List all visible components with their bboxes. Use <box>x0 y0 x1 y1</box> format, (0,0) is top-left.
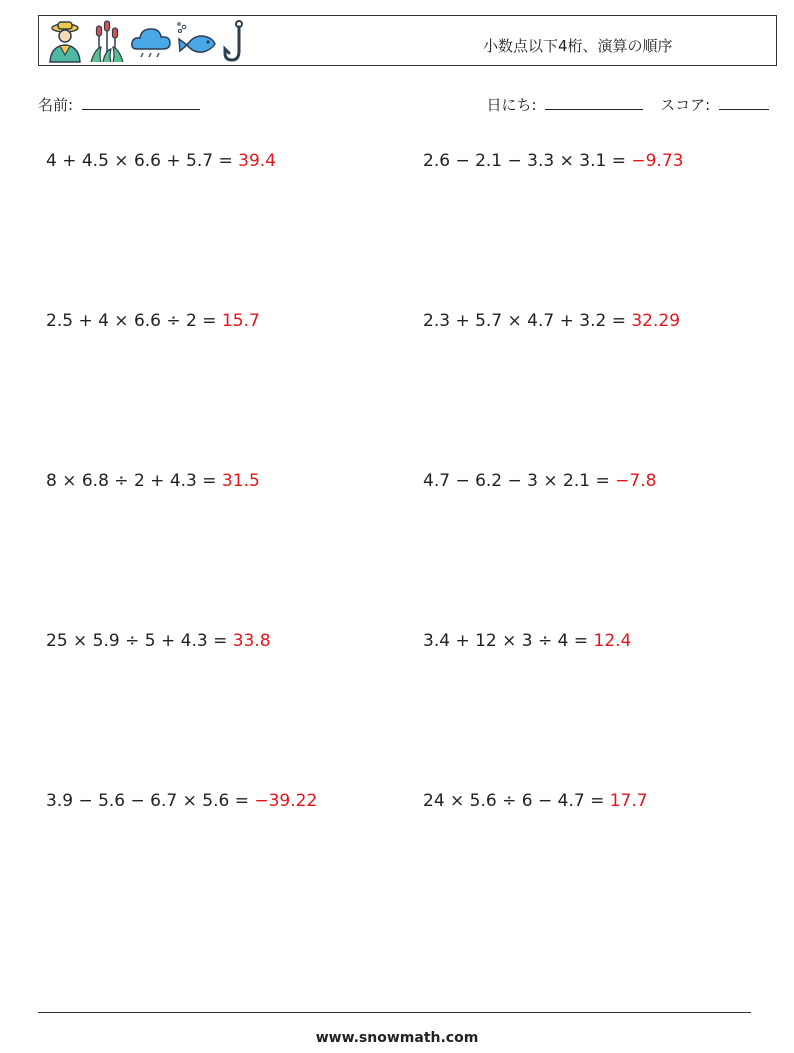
rain-cloud-icon <box>129 19 173 63</box>
problem-expression: 3.4 + 12 × 3 ÷ 4 = <box>423 631 589 651</box>
problem-answer: 32.29 <box>631 311 681 331</box>
problem-5 <box>46 471 260 491</box>
problem-9 <box>46 791 317 811</box>
problem-3 <box>46 311 260 331</box>
problem-answer: 12.4 <box>593 631 632 651</box>
problem-10 <box>423 791 648 811</box>
problem-answer: 33.8 <box>232 631 271 651</box>
footer-url: www.snowmath.com <box>315 1030 479 1046</box>
problem-8 <box>423 631 631 651</box>
problem-answer: 39.4 <box>238 151 276 171</box>
problem-answer: −9.73 <box>631 151 684 171</box>
name-field <box>38 94 200 115</box>
name-blank[interactable] <box>82 95 200 110</box>
fishing-hook-icon <box>219 19 253 63</box>
score-blank[interactable] <box>719 95 769 110</box>
problem-6 <box>423 471 656 491</box>
problem-answer: −39.22 <box>254 791 318 811</box>
header-icons <box>45 19 253 63</box>
score-label: スコア: <box>660 96 711 114</box>
footer-divider <box>38 1012 751 1013</box>
problem-expression: 2.6 − 2.1 − 3.3 × 3.1 = <box>423 151 626 171</box>
problem-expression: 4 + 4.5 × 6.6 + 5.7 = <box>46 151 233 171</box>
fish-icon <box>175 19 217 63</box>
date-score-fields <box>487 94 769 115</box>
problem-answer: 31.5 <box>221 471 260 491</box>
problem-expression: 24 × 5.6 ÷ 6 − 4.7 = <box>423 791 605 811</box>
problem-expression: 2.5 + 4 × 6.6 ÷ 2 = <box>46 311 217 331</box>
problem-4 <box>423 311 680 331</box>
problem-expression: 4.7 − 6.2 − 3 × 2.1 = <box>423 471 610 491</box>
worksheet-title: 小数点以下4桁、演算の順序 <box>483 37 673 55</box>
problem-expression: 2.3 + 5.7 × 4.7 + 3.2 = <box>423 311 626 331</box>
fisherman-icon <box>45 19 85 63</box>
problem-expression: 25 × 5.9 ÷ 5 + 4.3 = <box>46 631 228 651</box>
problem-expression: 3.9 − 5.6 − 6.7 × 5.6 = <box>46 791 249 811</box>
problem-answer: −7.8 <box>615 471 657 491</box>
problem-answer: 17.7 <box>609 791 648 811</box>
problem-answer: 15.7 <box>221 311 260 331</box>
header-box <box>38 15 777 66</box>
problem-1 <box>46 151 276 171</box>
problem-7 <box>46 631 271 651</box>
name-label: 名前: <box>38 96 74 114</box>
problem-2 <box>423 151 683 171</box>
date-label: 日にち: <box>486 96 537 114</box>
problem-expression: 8 × 6.8 ÷ 2 + 4.3 = <box>46 471 217 491</box>
date-blank[interactable] <box>545 95 643 110</box>
cattail-reeds-icon <box>87 19 127 63</box>
